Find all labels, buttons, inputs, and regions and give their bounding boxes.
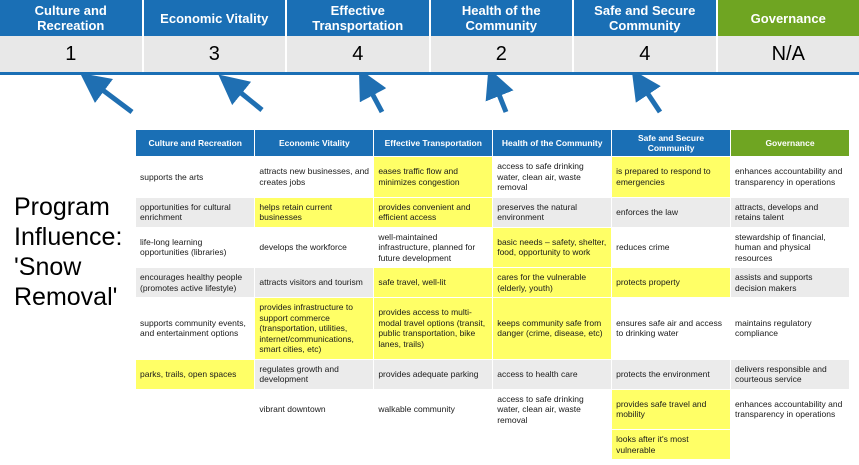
matrix-cell: basic needs – safety, shelter, food, opportunity to work — [493, 227, 612, 268]
matrix-cell: provides adequate parking — [374, 359, 493, 389]
matrix-cell: stewardship of financial, human and physical resources — [731, 227, 850, 268]
scorecard-score-health-of-the-community: 2 — [431, 36, 575, 72]
matrix-header-row — [136, 130, 850, 157]
matrix-cell: access to safe drinking water, clean air, waste removal — [493, 157, 612, 198]
matrix-cell — [374, 430, 493, 460]
matrix-cell: opportunities for cultural enrichment — [136, 197, 255, 227]
matrix-cell: attracts new businesses, and creates jobs — [255, 157, 374, 198]
matrix-cell: protects property — [612, 268, 731, 298]
matrix-cell: delivers responsible and courteous service — [731, 359, 850, 389]
matrix-cell: access to health care — [493, 359, 612, 389]
program-influence-caption — [14, 192, 134, 312]
matrix-cell — [731, 430, 850, 460]
matrix-header-safe-and-secure-community: Safe and Secure Community — [612, 130, 731, 157]
matrix-cell: keeps community safe from danger (crime, disease, etc) — [493, 298, 612, 360]
matrix-cell: provides infrastructure to support commerce (transportation, utilities, internet/communications, smart cities, etc) — [255, 298, 374, 360]
matrix-cell: provides access to multi-modal travel options (transit, public transportation, bike lanes, trails) — [374, 298, 493, 360]
matrix-cell: reduces crime — [612, 227, 731, 268]
arrow-economic-vitality — [230, 84, 262, 110]
arrow-health-community — [494, 82, 506, 112]
matrix-cell: enforces the law — [612, 197, 731, 227]
caption-line-3: 'Snow — [14, 253, 82, 281]
matrix-cell: attracts visitors and tourism — [255, 268, 374, 298]
scorecard-score-effective-transportation: 4 — [287, 36, 431, 72]
scorecard-score-economic-vitality: 3 — [144, 36, 288, 72]
matrix-cell: parks, trails, open spaces — [136, 359, 255, 389]
scorecard-header-safe-and-secure-community: Safe and Secure Community — [574, 0, 718, 36]
scorecard-header-economic-vitality: Economic Vitality — [144, 0, 288, 36]
matrix-cell: attracts, develops and retains talent — [731, 197, 850, 227]
matrix-cell: well-maintained infrastructure, planned for future development — [374, 227, 493, 268]
scorecard-band — [0, 0, 859, 75]
caption-line-1: Program — [14, 193, 110, 221]
scorecard-underline — [0, 72, 859, 75]
matrix-cell: maintains regulatory compliance — [731, 298, 850, 360]
scorecard-score-culture-and-recreation: 1 — [0, 36, 144, 72]
matrix-cell: looks after it's most vulnerable — [612, 430, 731, 460]
matrix-cell: vibrant downtown — [255, 389, 374, 430]
scorecard-header-governance: Governance — [718, 0, 859, 36]
matrix-cell: preserves the natural environment — [493, 197, 612, 227]
arrow-culture-recreation — [92, 82, 132, 112]
link-arrows-group — [0, 72, 859, 130]
matrix-row — [136, 298, 850, 360]
arrow-effective-transportation — [366, 82, 382, 112]
matrix-header-culture-and-recreation: Culture and Recreation — [136, 130, 255, 157]
outcomes-matrix — [136, 130, 850, 460]
matrix-cell: supports the arts — [136, 157, 255, 198]
matrix-row — [136, 430, 850, 460]
matrix-cell: assists and supports decision makers — [731, 268, 850, 298]
matrix-cell — [136, 430, 255, 460]
matrix-cell: regulates growth and development — [255, 359, 374, 389]
matrix-row — [136, 227, 850, 268]
scorecard-header-culture-and-recreation: Culture and Recreation — [0, 0, 144, 36]
matrix-cell: helps retain current businesses — [255, 197, 374, 227]
matrix-row — [136, 268, 850, 298]
matrix-row — [136, 389, 850, 430]
scorecard-header-row — [0, 0, 859, 36]
matrix-cell: provides safe travel and mobility — [612, 389, 731, 430]
caption-line-2: Influence: — [14, 223, 123, 251]
matrix-cell — [255, 430, 374, 460]
matrix-cell: enhances accountability and transparency in operations — [731, 157, 850, 198]
matrix-header-effective-transportation: Effective Transportation — [374, 130, 493, 157]
scorecard-score-safe-and-secure-community: 4 — [574, 36, 718, 72]
matrix-cell: walkable community — [374, 389, 493, 430]
matrix-row — [136, 157, 850, 198]
matrix-body — [136, 157, 850, 460]
matrix-cell: is prepared to respond to emergencies — [612, 157, 731, 198]
scorecard-score-row — [0, 36, 859, 72]
matrix-cell — [493, 430, 612, 460]
matrix-cell: protects the environment — [612, 359, 731, 389]
scorecard-score-governance: N/A — [718, 36, 859, 72]
matrix-row — [136, 359, 850, 389]
matrix-cell — [136, 389, 255, 430]
matrix-cell: cares for the vulnerable (elderly, youth) — [493, 268, 612, 298]
matrix-cell: life-long learning opportunities (libraries) — [136, 227, 255, 268]
matrix-cell: encourages healthy people (promotes active lifestyle) — [136, 268, 255, 298]
matrix-header-health-of-the-community: Health of the Community — [493, 130, 612, 157]
matrix-row — [136, 197, 850, 227]
arrow-safe-secure-community — [640, 82, 660, 112]
caption-line-4: Removal' — [14, 283, 118, 311]
matrix-cell: ensures safe air and access to drinking water — [612, 298, 731, 360]
scorecard-header-health-of-the-community: Health of the Community — [431, 0, 575, 36]
scorecard-header-effective-transportation: Effective Transportation — [287, 0, 431, 36]
matrix-cell: enhances accountability and transparency in operations — [731, 389, 850, 430]
matrix-header-governance: Governance — [731, 130, 850, 157]
matrix-cell: eases traffic flow and minimizes congestion — [374, 157, 493, 198]
matrix-cell: access to safe drinking water, clean air, waste removal — [493, 389, 612, 430]
matrix-cell: develops the workforce — [255, 227, 374, 268]
matrix-cell: safe travel, well-lit — [374, 268, 493, 298]
matrix-cell: supports community events, and entertainment options — [136, 298, 255, 360]
matrix-header-economic-vitality: Economic Vitality — [255, 130, 374, 157]
matrix-cell: provides convenient and efficient access — [374, 197, 493, 227]
